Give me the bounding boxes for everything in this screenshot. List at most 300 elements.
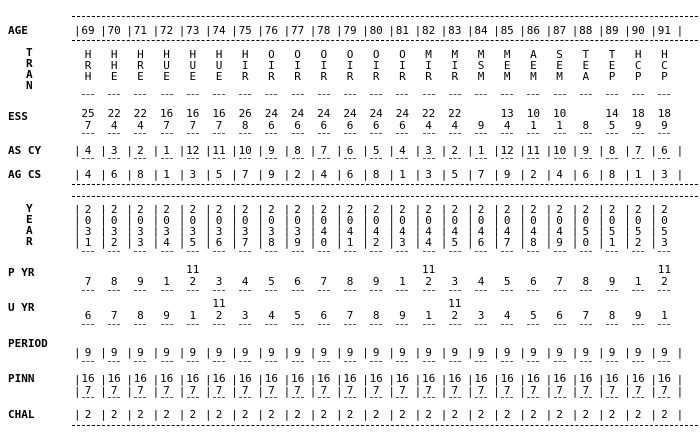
year-digit: 0 — [634, 214, 642, 227]
cell-divider — [475, 290, 487, 291]
period-value: 9 — [294, 346, 301, 359]
tran-letter: T — [582, 48, 590, 61]
year-digit: 5 — [661, 225, 668, 238]
column-separator: | — [414, 373, 422, 386]
cell-divider — [580, 133, 592, 134]
age-cell: 87 — [552, 24, 567, 37]
column-separator: | — [100, 203, 107, 216]
year-digit: 2 — [294, 203, 301, 216]
year-digit: 2 — [451, 203, 459, 216]
column-separator: | — [74, 385, 81, 398]
year-digit: 0 — [477, 214, 485, 227]
pinn-value: 16 — [238, 372, 252, 385]
pinn-value: 7 — [451, 384, 459, 397]
cell-divider — [265, 251, 277, 252]
column-separator: | — [493, 236, 500, 249]
cell-divider — [213, 324, 225, 325]
ess-value: 5 — [608, 119, 616, 132]
tran-letter: E — [556, 59, 563, 72]
column-separator: | — [571, 385, 579, 398]
ag-cs-value: 3 — [661, 168, 668, 181]
tran-letter: R — [346, 70, 354, 83]
age-cell: 71 — [133, 24, 148, 37]
column-separator: | — [257, 203, 265, 216]
pinn-value: 16 — [579, 372, 593, 385]
cell-divider — [213, 94, 225, 95]
column-separator: | — [598, 168, 605, 181]
year-digit: 0 — [84, 214, 92, 227]
year-digit: 3 — [137, 225, 144, 238]
column-separator: | — [545, 408, 553, 421]
cell-divider — [658, 361, 670, 362]
ag-cs-value: 9 — [268, 168, 275, 181]
cell-divider — [318, 324, 330, 325]
column-separator: | — [519, 144, 527, 157]
age-cell: 83 — [448, 24, 462, 37]
p-yr-value: 2 — [189, 275, 197, 288]
ag-cs-value: 6 — [582, 168, 590, 181]
cell-divider — [606, 324, 618, 325]
cell-divider — [187, 251, 199, 252]
column-separator: | — [388, 346, 396, 359]
column-separator: | — [152, 144, 160, 157]
column-separator: | — [414, 225, 422, 238]
column-separator: | — [440, 373, 448, 386]
ag-cs-value: 2 — [294, 168, 301, 181]
cell-divider — [501, 94, 513, 95]
cell-divider — [396, 94, 408, 95]
period-value: 9 — [661, 346, 668, 359]
u-yr-value: 11 — [212, 297, 226, 310]
u-yr-value: 1 — [661, 309, 668, 322]
pinn-value: 7 — [556, 384, 563, 397]
cell-divider — [213, 251, 225, 252]
year-digit: 2 — [634, 236, 642, 249]
tran-letter: P — [634, 70, 642, 83]
column-separator: | — [336, 225, 343, 238]
ag-cs-value: 5 — [215, 168, 223, 181]
period-value: 9 — [399, 346, 406, 359]
year-digit: 6 — [215, 236, 223, 249]
column-separator: | — [493, 408, 500, 421]
column-separator: | — [152, 168, 160, 181]
cell-divider — [632, 361, 644, 362]
tran-letter: I — [399, 59, 406, 72]
pinn-value: 16 — [369, 372, 383, 385]
as-cy-value: 8 — [294, 144, 301, 157]
pinn-value: 16 — [264, 372, 279, 385]
cell-divider — [632, 290, 644, 291]
ag-cs-value: 8 — [372, 168, 380, 181]
as-cy-value: 4 — [84, 144, 92, 157]
column-separator: | — [231, 214, 238, 227]
period-value: 9 — [530, 346, 537, 359]
pinn-value: 7 — [530, 384, 537, 397]
as-cy-value: 8 — [608, 144, 616, 157]
column-separator: | — [519, 408, 527, 421]
cell-divider — [292, 158, 304, 159]
year-digit: 5 — [634, 225, 642, 238]
chal-value: 2 — [241, 408, 249, 421]
tran-letter: E — [163, 70, 170, 83]
pinn-value: 7 — [241, 384, 249, 397]
cell-divider — [82, 361, 94, 362]
column-separator: | — [74, 203, 81, 216]
age-cell: 81 — [395, 24, 410, 37]
cell-divider — [475, 251, 487, 252]
column-separator: | — [624, 408, 631, 421]
tran-letter: E — [608, 59, 616, 72]
cell-divider — [292, 133, 304, 134]
year-digit: 0 — [399, 214, 406, 227]
tran-letter: H — [661, 48, 668, 61]
year-digit: 0 — [503, 214, 511, 227]
cell-divider — [632, 324, 644, 325]
column-separator: | — [74, 346, 81, 359]
column-separator: | — [624, 373, 631, 386]
cell-divider — [239, 290, 251, 291]
year-digit: 0 — [425, 214, 432, 227]
column-separator: | — [676, 385, 684, 398]
cell-divider — [292, 94, 304, 95]
tran-letter: P — [661, 70, 668, 83]
column-separator: | — [414, 346, 422, 359]
tran-letter: O — [372, 48, 380, 61]
cell-divider — [370, 290, 382, 291]
u-yr-value: 5 — [294, 309, 301, 322]
chal-value: 2 — [110, 408, 118, 421]
cell-divider — [161, 361, 173, 362]
column-separator: | — [493, 24, 500, 37]
column-separator: | — [309, 236, 317, 249]
cell-divider — [108, 94, 120, 95]
p-yr-value: 1 — [634, 275, 642, 288]
year-digit: 3 — [241, 225, 249, 238]
column-separator: | — [414, 214, 422, 227]
ag-cs-value: 4 — [556, 168, 563, 181]
label-pinn: PINN — [8, 372, 35, 385]
column-separator: | — [545, 236, 553, 249]
year-digit: 2 — [346, 203, 354, 216]
ag-cs-value: 5 — [451, 168, 459, 181]
year-digit: 4 — [346, 225, 354, 238]
year-digit: 4 — [451, 225, 459, 238]
column-separator: | — [100, 346, 107, 359]
cell-divider — [658, 324, 670, 325]
cell-divider — [658, 94, 670, 95]
pinn-value: 16 — [290, 372, 305, 385]
column-separator: | — [571, 24, 579, 37]
pinn-value: 7 — [582, 384, 590, 397]
cell-divider — [318, 290, 330, 291]
p-yr-value: 6 — [294, 275, 301, 288]
column-separator: | — [493, 203, 500, 216]
cell-divider — [265, 158, 277, 159]
column-separator: | — [571, 203, 579, 216]
cell-divider — [292, 324, 304, 325]
tran-letter: H — [84, 70, 92, 83]
u-yr-value: 2 — [215, 309, 223, 322]
rule-under-age — [72, 40, 698, 41]
column-separator: | — [598, 236, 605, 249]
cell-divider — [370, 397, 382, 398]
column-separator: | — [231, 168, 238, 181]
u-yr-value: 8 — [372, 309, 380, 322]
column-separator: | — [152, 373, 160, 386]
tran-letter: O — [320, 48, 328, 61]
column-separator: | — [598, 408, 605, 421]
ess-value: 6 — [320, 119, 328, 132]
column-separator: | — [519, 24, 527, 37]
column-separator: | — [650, 408, 658, 421]
pinn-value: 16 — [81, 372, 95, 385]
cell-divider — [82, 290, 94, 291]
cell-divider — [161, 397, 173, 398]
column-separator: | — [336, 214, 343, 227]
ess-value: 4 — [503, 119, 511, 132]
pinn-value: 16 — [631, 372, 645, 385]
column-separator: | — [100, 385, 107, 398]
ess-value: 13 — [500, 107, 514, 120]
cell-divider — [108, 133, 120, 134]
column-separator: | — [650, 168, 658, 181]
year-digit: 6 — [477, 236, 485, 249]
column-separator: | — [414, 408, 422, 421]
column-separator: | — [493, 144, 500, 157]
year-digit: 2 — [634, 203, 642, 216]
column-separator: | — [178, 24, 186, 37]
column-separator: | — [205, 168, 212, 181]
period-value: 9 — [582, 346, 590, 359]
period-value: 9 — [215, 346, 223, 359]
p-yr-value: 7 — [320, 275, 328, 288]
cell-divider — [396, 251, 408, 252]
tran-letter: S — [556, 48, 563, 61]
year-digit: 0 — [163, 214, 170, 227]
column-separator: | — [100, 236, 107, 249]
column-separator: | — [178, 346, 186, 359]
cell-divider — [108, 361, 120, 362]
chal-value: 2 — [163, 408, 170, 421]
cell-divider — [580, 251, 592, 252]
ess-value: 16 — [159, 107, 174, 120]
rule-top — [72, 16, 698, 17]
year-digit: 0 — [137, 214, 144, 227]
column-separator: | — [336, 385, 343, 398]
column-separator: | — [545, 203, 553, 216]
cell-divider — [239, 133, 251, 134]
cell-divider — [423, 94, 435, 95]
year-digit: 2 — [215, 203, 223, 216]
column-separator: | — [336, 346, 343, 359]
ess-value: 26 — [238, 107, 252, 120]
year-digit: 3 — [399, 236, 406, 249]
cell-divider — [161, 251, 173, 252]
chal-value: 2 — [346, 408, 354, 421]
column-separator: | — [493, 225, 500, 238]
tran-letter: E — [189, 70, 197, 83]
cell-divider — [449, 251, 461, 252]
period-value: 9 — [425, 346, 432, 359]
column-separator: | — [100, 225, 107, 238]
ess-value: 6 — [346, 119, 354, 132]
age-cell: 69 — [81, 24, 95, 37]
ess-value: 7 — [189, 119, 197, 132]
u-yr-value: 5 — [530, 309, 537, 322]
year-digit: 3 — [215, 225, 223, 238]
column-separator: | — [74, 144, 81, 157]
p-yr-value: 4 — [241, 275, 249, 288]
column-separator: | — [545, 346, 553, 359]
column-separator: | — [388, 168, 396, 181]
column-separator: | — [414, 236, 422, 249]
cell-divider — [161, 133, 173, 134]
u-yr-value: 3 — [477, 309, 485, 322]
pinn-value: 16 — [159, 372, 174, 385]
cell-divider — [606, 158, 618, 159]
ess-value: 7 — [163, 119, 170, 132]
column-separator: | — [309, 24, 317, 37]
year-digit: 5 — [451, 236, 459, 249]
pinn-value: 16 — [317, 372, 331, 385]
column-separator: | — [100, 24, 107, 37]
column-separator: | — [467, 373, 474, 386]
column-separator: | — [100, 373, 107, 386]
year-digit: 3 — [110, 225, 118, 238]
year-digit: 4 — [477, 225, 485, 238]
column-separator: | — [178, 385, 186, 398]
year-digit: 2 — [320, 203, 328, 216]
tran-letter: U — [163, 59, 170, 72]
as-cy-value: 6 — [661, 144, 668, 157]
column-separator: | — [414, 168, 422, 181]
year-digit: 2 — [582, 203, 590, 216]
period-value: 9 — [320, 346, 328, 359]
pinn-value: 16 — [343, 372, 357, 385]
column-separator: | — [467, 225, 474, 238]
column-separator: | — [257, 373, 265, 386]
ess-value: 24 — [395, 107, 410, 120]
ess-value: 1 — [556, 119, 563, 132]
pinn-value: 16 — [107, 372, 121, 385]
ag-cs-value: 9 — [503, 168, 511, 181]
as-cy-value: 4 — [399, 144, 406, 157]
chal-value: 2 — [320, 408, 328, 421]
ess-value: 8 — [582, 119, 590, 132]
column-separator: | — [152, 24, 160, 37]
year-digit: 2 — [84, 203, 92, 216]
tran-letter: H — [189, 48, 197, 61]
u-yr-value: 7 — [110, 309, 118, 322]
label-tran: T R A N — [26, 46, 33, 92]
column-separator: | — [519, 236, 527, 249]
column-separator: | — [650, 225, 658, 238]
year-digit: 4 — [425, 225, 432, 238]
ess-value: 14 — [605, 107, 619, 120]
column-separator: | — [126, 168, 134, 181]
column-separator: | — [283, 144, 291, 157]
column-separator: | — [205, 203, 212, 216]
cell-divider — [318, 94, 330, 95]
as-cy-value: 3 — [110, 144, 118, 157]
column-separator: | — [414, 203, 422, 216]
cell-divider — [658, 133, 670, 134]
period-value: 9 — [634, 346, 642, 359]
cell-divider — [658, 251, 670, 252]
chal-value: 2 — [372, 408, 380, 421]
cell-divider — [554, 324, 566, 325]
ess-value: 24 — [343, 107, 357, 120]
age-cell: 73 — [186, 24, 200, 37]
column-separator: | — [676, 168, 684, 181]
tran-letter: A — [530, 48, 537, 61]
column-separator: | — [598, 203, 605, 216]
tran-letter: O — [399, 48, 406, 61]
cell-divider — [370, 361, 382, 362]
period-value: 9 — [268, 346, 275, 359]
column-separator: | — [388, 144, 396, 157]
year-digit: 4 — [320, 225, 328, 238]
column-separator: | — [571, 346, 579, 359]
cell-divider — [187, 158, 199, 159]
cell-divider — [554, 290, 566, 291]
chal-value: 2 — [215, 408, 223, 421]
cell-divider — [370, 133, 382, 134]
cell-divider — [527, 251, 539, 252]
cell-divider — [423, 290, 435, 291]
year-digit: 3 — [189, 225, 197, 238]
u-yr-value: 6 — [84, 309, 92, 322]
tran-letter: E — [215, 70, 223, 83]
tran-letter: I — [372, 59, 380, 72]
p-yr-value: 11 — [186, 263, 200, 276]
period-value: 9 — [503, 346, 511, 359]
tran-letter: U — [215, 59, 223, 72]
cell-divider — [527, 397, 539, 398]
year-digit: 5 — [582, 225, 590, 238]
cell-divider — [632, 251, 644, 252]
column-separator: | — [624, 214, 631, 227]
cell-divider — [318, 251, 330, 252]
year-digit: 2 — [477, 203, 485, 216]
cell-divider — [187, 361, 199, 362]
p-yr-value: 7 — [84, 275, 92, 288]
column-separator: | — [388, 385, 396, 398]
chal-value: 2 — [556, 408, 563, 421]
u-yr-value: 7 — [346, 309, 354, 322]
chal-value: 2 — [137, 408, 144, 421]
column-separator: | — [440, 385, 448, 398]
column-separator: | — [205, 385, 212, 398]
age-cell: 82 — [421, 24, 436, 37]
tran-letter: M — [530, 70, 537, 83]
as-cy-value: 2 — [137, 144, 144, 157]
tran-letter: H — [110, 48, 118, 61]
cell-divider — [527, 324, 539, 325]
tran-letter: R — [320, 70, 328, 83]
tran-letter: R — [137, 59, 144, 72]
column-separator: | — [624, 346, 631, 359]
tran-letter: C — [661, 59, 668, 72]
tran-letter: R — [241, 70, 249, 83]
column-separator: | — [126, 346, 134, 359]
column-separator: | — [126, 385, 134, 398]
column-separator: | — [624, 168, 631, 181]
chal-value: 2 — [84, 408, 92, 421]
column-separator: | — [388, 373, 396, 386]
column-separator: | — [545, 144, 553, 157]
ess-value: 24 — [369, 107, 383, 120]
